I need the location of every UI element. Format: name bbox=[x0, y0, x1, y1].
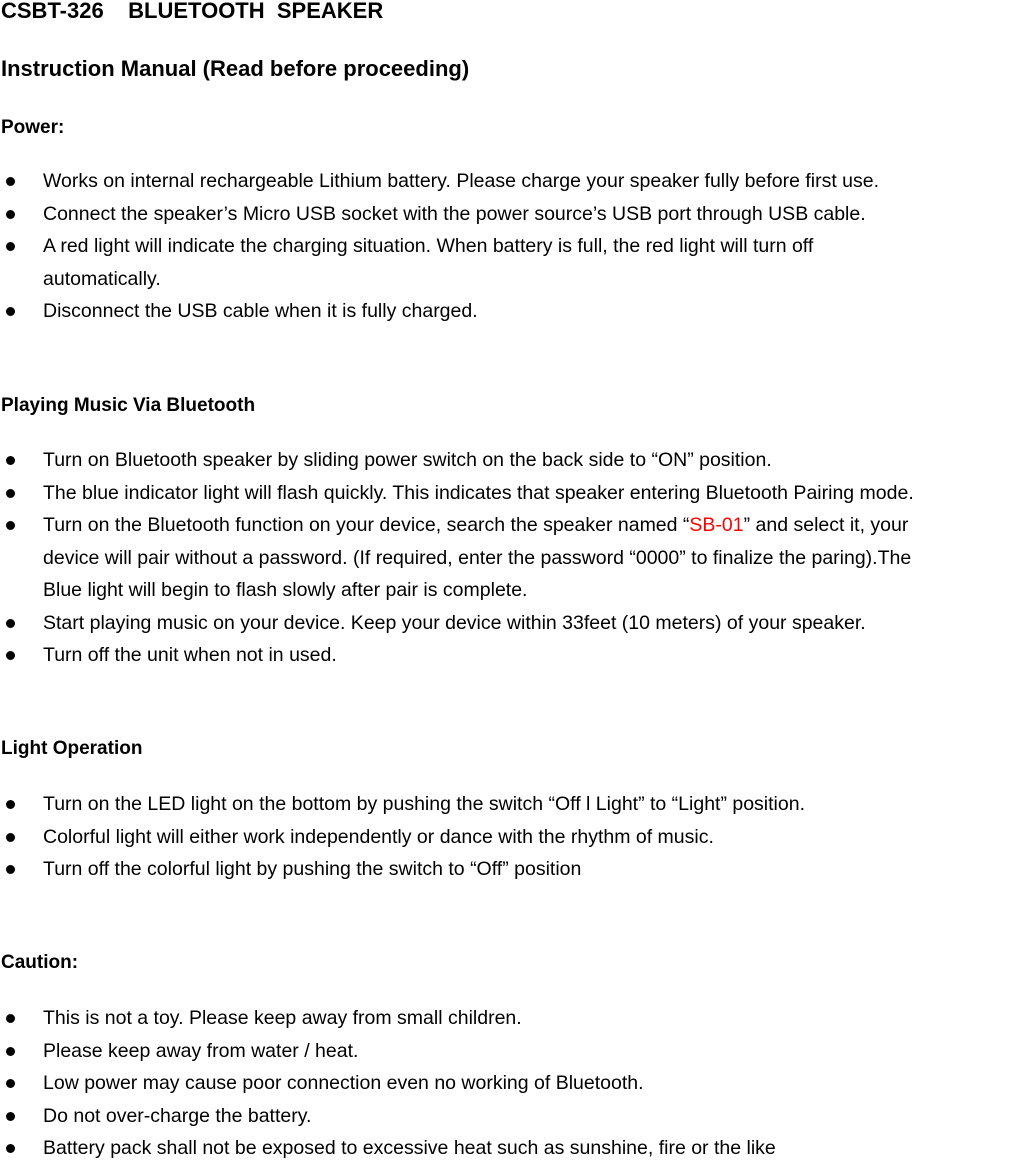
list-item: Turn on Bluetooth speaker by sliding power switch on the back side to “ON” position. bbox=[0, 444, 1014, 477]
bullet-icon bbox=[6, 865, 15, 874]
light-list bbox=[0, 788, 1014, 886]
list-item: Turn on the Bluetooth function on your device, search the speaker named “SB-01” and select it, your device will pair without a password. (If required, enter the password “0000” to finalize the paring).The Blue light will begin to flash slowly after pair is complete. bbox=[0, 509, 1014, 607]
list-item: Do not over-charge the battery. bbox=[0, 1100, 1014, 1133]
bullet-icon bbox=[6, 1144, 15, 1153]
document-title: CSBT-326 BLUETOOTH SPEAKER bbox=[1, 0, 384, 23]
bullet-icon bbox=[6, 489, 15, 498]
document-subtitle: Instruction Manual (Read before proceeding) bbox=[1, 56, 470, 81]
section-heading-bluetooth: Playing Music Via Bluetooth bbox=[1, 395, 256, 416]
speaker-name-highlight: SB-01 bbox=[689, 514, 744, 536]
bullet-icon bbox=[6, 800, 15, 809]
power-list bbox=[0, 165, 1014, 328]
bullet-icon bbox=[6, 307, 15, 316]
list-item: Turn off the unit when not in used. bbox=[0, 639, 1014, 672]
list-item: This is not a toy. Please keep away from small children. bbox=[0, 1002, 1014, 1035]
bullet-icon bbox=[6, 242, 15, 251]
list-item: Colorful light will either work independently or dance with the rhythm of music. bbox=[0, 821, 1014, 854]
list-item: Please keep away from water / heat. bbox=[0, 1035, 1014, 1068]
section-heading-light: Light Operation bbox=[1, 738, 143, 759]
bullet-icon bbox=[6, 1112, 15, 1121]
bullet-icon bbox=[6, 177, 15, 186]
list-item: Low power may cause poor connection even no working of Bluetooth. bbox=[0, 1067, 1014, 1100]
list-item: Disconnect the USB cable when it is fully charged. bbox=[0, 295, 1014, 328]
caution-list bbox=[0, 1002, 1014, 1165]
bullet-icon bbox=[6, 833, 15, 842]
list-item: Works on internal rechargeable Lithium battery. Please charge your speaker fully before first use. bbox=[0, 165, 1014, 198]
list-item: The blue indicator light will flash quickly. This indicates that speaker entering Bluetooth Pairing mode. bbox=[0, 477, 1014, 510]
bullet-icon bbox=[6, 1014, 15, 1023]
list-item: Connect the speaker’s Micro USB socket with the power source’s USB port through USB cable. bbox=[0, 198, 1014, 231]
bullet-icon bbox=[6, 619, 15, 628]
list-item: Turn off the colorful light by pushing the switch to “Off” position bbox=[0, 853, 1014, 886]
bullet-icon bbox=[6, 1079, 15, 1088]
bullet-icon bbox=[6, 651, 15, 660]
list-item: A red light will indicate the charging situation. When battery is full, the red light will turn off automatically. bbox=[0, 230, 1014, 295]
bullet-icon bbox=[6, 210, 15, 219]
list-item: Turn on the LED light on the bottom by pushing the switch “Off l Light” to “Light” position. bbox=[0, 788, 1014, 821]
bullet-icon bbox=[6, 456, 15, 465]
bullet-icon bbox=[6, 1047, 15, 1056]
list-item: Battery pack shall not be exposed to excessive heat such as sunshine, fire or the like bbox=[0, 1132, 1014, 1165]
bluetooth-list bbox=[0, 444, 1014, 672]
section-heading-caution: Caution: bbox=[1, 952, 79, 973]
list-item: Start playing music on your device. Keep your device within 33feet (10 meters) of your speaker. bbox=[0, 607, 1014, 640]
bullet-icon bbox=[6, 521, 15, 530]
section-heading-power: Power: bbox=[1, 117, 65, 138]
